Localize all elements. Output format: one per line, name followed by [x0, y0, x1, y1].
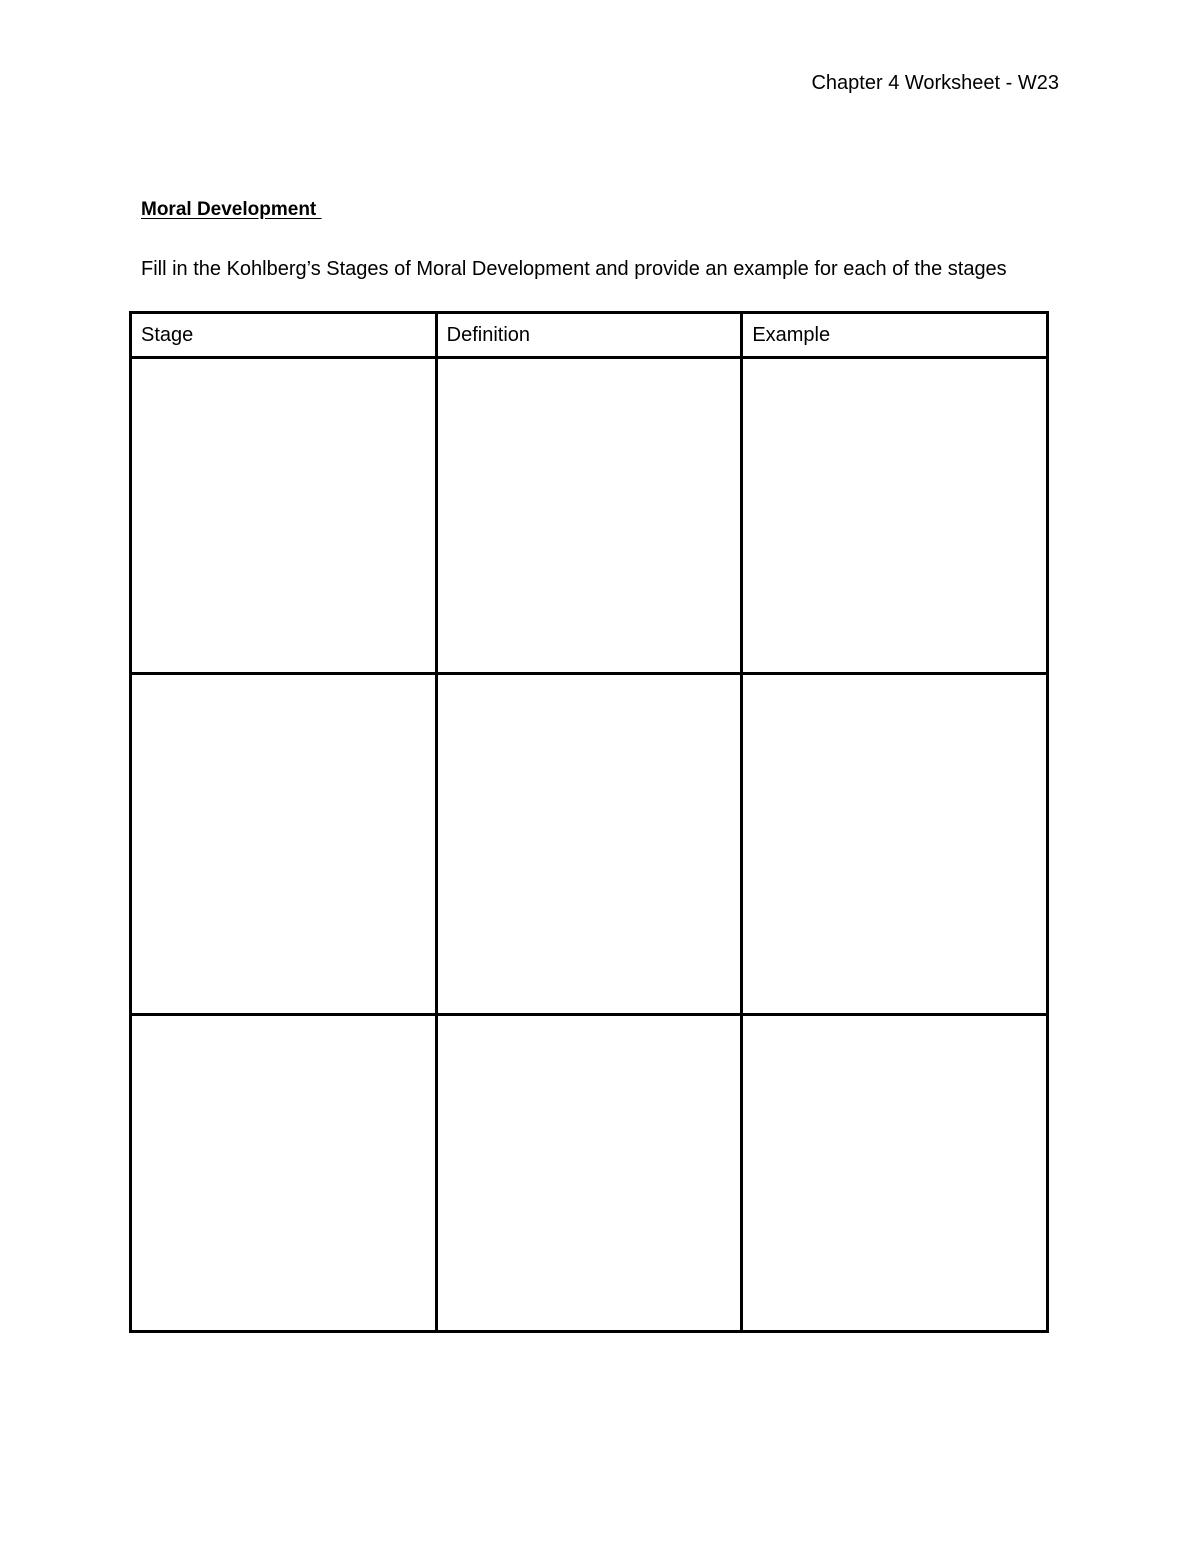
stage-cell[interactable]: [131, 1015, 437, 1332]
table-row: [131, 674, 1048, 1015]
column-header-definition: Definition: [436, 313, 742, 358]
table-row: [131, 1015, 1048, 1332]
definition-cell[interactable]: [436, 1015, 742, 1332]
page-header: Chapter 4 Worksheet - W23: [811, 72, 1059, 94]
definition-cell[interactable]: [436, 674, 742, 1015]
example-cell[interactable]: [742, 674, 1048, 1015]
section-title: Moral Development: [141, 199, 322, 220]
stage-cell[interactable]: [131, 358, 437, 674]
table-row: [131, 358, 1048, 674]
worksheet-table: [129, 311, 1049, 1333]
example-cell[interactable]: [742, 358, 1048, 674]
instructions-text: Fill in the Kohlberg’s Stages of Moral Development and provide an example for each of the stages: [141, 258, 1007, 280]
table-header-row: [131, 313, 1048, 358]
definition-cell[interactable]: [436, 358, 742, 674]
column-header-stage: Stage: [131, 313, 437, 358]
column-header-example: Example: [742, 313, 1048, 358]
stage-cell[interactable]: [131, 674, 437, 1015]
example-cell[interactable]: [742, 1015, 1048, 1332]
